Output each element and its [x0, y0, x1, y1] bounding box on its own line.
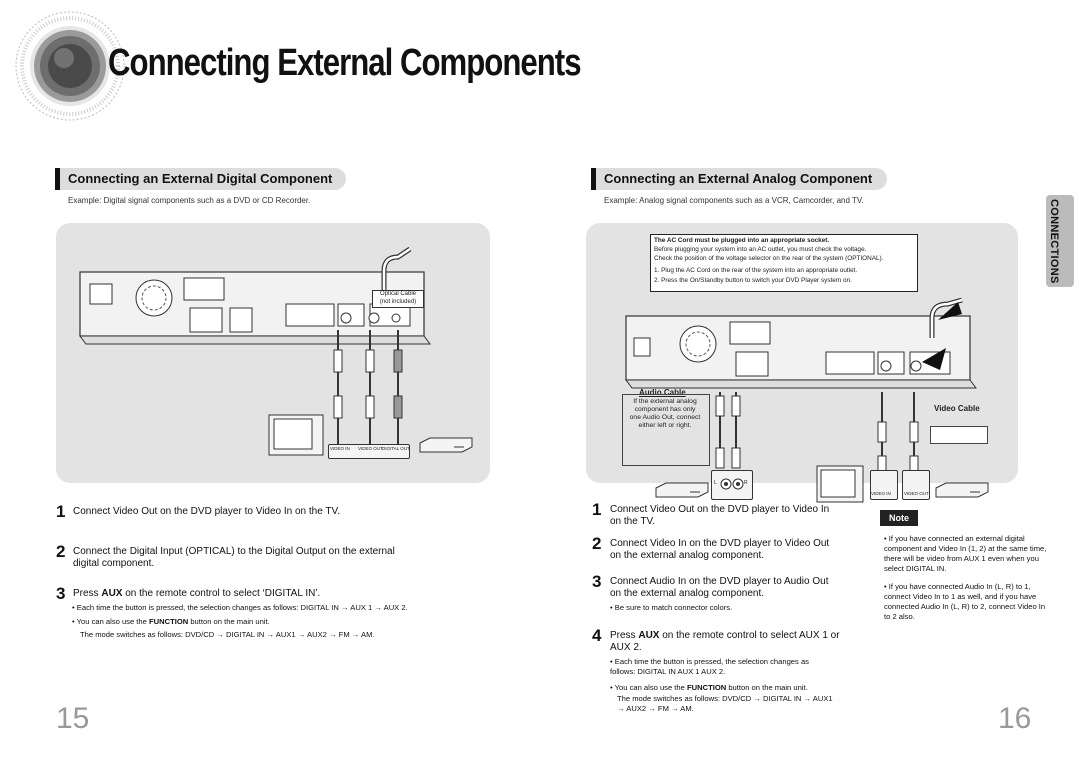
step-num: 4 [592, 626, 602, 645]
example-analog: Example: Analog signal components such as a VCR, Camcorder, and TV. [604, 196, 864, 205]
audio-cable-note: If the external analog component has only one Audio Out, connect either left or right. [629, 398, 701, 429]
step-num: 1 [592, 500, 602, 519]
bullet: • You can also use the FUNCTION button on the main unit. [72, 617, 270, 626]
jack-video-out: VIDEO OUT [904, 491, 929, 496]
step-text: Connect Video In on the DVD player to Video Out on the external analog component. [610, 538, 830, 561]
bullet: • Be sure to match connector colors. [610, 603, 733, 612]
jack-video-out: VIDEO OUT [358, 446, 383, 451]
page-number: 16 [998, 702, 1032, 735]
note-item: • If you have connected Audio In (L, R) to 1, connect Video In to 1 as well, and if you have connected Audio In (L, R) to 2, connect Video In to 2 also. [884, 582, 1046, 621]
step-num: 2 [56, 542, 66, 561]
step-num: 3 [56, 584, 66, 603]
step-text: Connect Audio In on the DVD player to Audio Out on the external analog component. [610, 576, 829, 599]
bullet: • Each time the button is pressed, the selection changes as follows: DIGITAL IN AUX 1 AUX 2. [610, 657, 809, 676]
bullet: • Each time the button is pressed, the selection changes as follows: DIGITAL IN → AUX 1 → AUX 2. [72, 603, 408, 612]
bullet-cont: The mode switches as follows: DVD/CD → DIGITAL IN → AUX1 → AUX2 → FM → AM. [80, 630, 375, 639]
bullet-cont: The mode switches as follows: DVD/CD → DIGITAL IN → AUX1 → AUX2 → FM → AM. [617, 694, 833, 713]
section-header-digital: Connecting an External Digital Component [55, 168, 346, 190]
page-title: Connecting External Components [108, 42, 581, 84]
jack-r-label: R [744, 480, 748, 486]
step-text: Press AUX on the remote control to select ‘DIGITAL IN’. [73, 588, 321, 599]
ac-notice-line: Check the position of the voltage selector on the rear of the system (OPTIONAL). [654, 255, 884, 262]
side-tab-connections: CONNECTIONS [1046, 195, 1074, 287]
section-header-analog: Connecting an External Analog Component [591, 168, 887, 190]
video-cable-label: Video Cable [934, 404, 980, 413]
page-number: 15 [56, 702, 90, 735]
jack-video-in: VIDEO IN [330, 446, 350, 451]
audio-jacks [718, 476, 746, 492]
ac-notice-item: 1. Plug the AC Cord on the rear of the system into an appropriate outlet. [654, 267, 858, 274]
step-text: Press AUX on the remote control to select AUX 1 or AUX 2. [610, 630, 840, 653]
step-num: 2 [592, 534, 602, 553]
example-digital: Example: Digital signal components such as a DVD or CD Recorder. [68, 196, 311, 205]
bullet: • You can also use the FUNCTION button on the main unit. [610, 683, 808, 692]
tv-icon [268, 414, 324, 458]
step-text: Connect Video Out on the DVD player to Video In on the TV. [610, 504, 830, 527]
step-num: 1 [56, 502, 66, 521]
note-label: Note [880, 510, 918, 526]
note-item: • If you have connected an external digital component and Video In (1, 2) at the same time, there will be video from AUX 1 even when you select DIGITAL IN. [884, 534, 1047, 573]
jack-video-in: VIDEO IN [871, 491, 891, 496]
vcr-icon [654, 482, 710, 498]
cables-digital [320, 330, 410, 460]
camcorder-device-icon [934, 482, 990, 498]
step-num: 3 [592, 572, 602, 591]
ac-notice-title: The AC Cord must be plugged into an appropriate socket. [654, 237, 830, 244]
ac-plug-arrows [918, 298, 974, 378]
audio-cable-label: Audio Cable [639, 388, 686, 397]
dvd-recorder-icon [418, 437, 474, 453]
step-text: Connect Video Out on the DVD player to Video In on the TV. [73, 506, 341, 517]
jack-l-label: L [714, 480, 717, 486]
ac-notice-line: Before plugging your system into an AC outlet, you must check the voltage. [654, 246, 867, 253]
video-cable-frame [930, 426, 988, 444]
step-text: Connect the Digital Input (OPTICAL) to the Digital Output on the external digital component. [73, 546, 395, 569]
optical-cable-label: Optical Cable (not included) [372, 290, 424, 308]
audio-note-frame [622, 394, 710, 466]
optical-cable-plug [370, 245, 420, 295]
ac-notice-item: 2. Press the On/Standby button to switch your DVD Player system on. [654, 277, 852, 284]
tv-icon [816, 465, 864, 505]
jack-digital-out: DIGITAL OUT [382, 446, 410, 451]
